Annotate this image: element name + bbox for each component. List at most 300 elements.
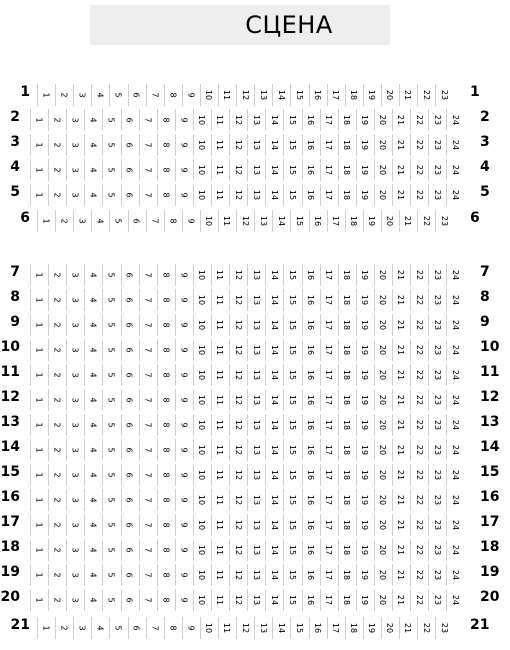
seat[interactable] (229, 464, 241, 486)
seat[interactable] (320, 134, 332, 156)
seat[interactable] (247, 339, 259, 361)
seat[interactable] (175, 414, 187, 436)
seat[interactable] (193, 539, 205, 561)
seat[interactable] (84, 564, 96, 586)
seat[interactable] (229, 539, 241, 561)
seat[interactable] (229, 314, 241, 336)
seat[interactable] (302, 184, 314, 206)
seat[interactable] (374, 589, 386, 611)
seat[interactable] (48, 514, 60, 536)
seat[interactable] (193, 314, 205, 336)
seat[interactable] (66, 264, 78, 286)
seat[interactable] (265, 134, 277, 156)
seat[interactable] (265, 339, 277, 361)
seat[interactable] (102, 159, 114, 181)
seat[interactable] (139, 314, 151, 336)
seat[interactable] (265, 264, 277, 286)
seat[interactable] (392, 264, 404, 286)
seat[interactable] (302, 159, 314, 181)
seat[interactable] (175, 439, 187, 461)
seat[interactable] (139, 184, 151, 206)
seat[interactable] (320, 389, 332, 411)
seat[interactable] (121, 389, 133, 411)
seat[interactable] (247, 389, 259, 411)
seat[interactable] (30, 389, 42, 411)
seat[interactable] (290, 617, 302, 639)
seat[interactable] (139, 389, 151, 411)
seat[interactable] (265, 489, 277, 511)
seat[interactable] (84, 539, 96, 561)
seat[interactable] (265, 589, 277, 611)
seat[interactable] (193, 159, 205, 181)
seat[interactable] (302, 289, 314, 311)
seat[interactable] (446, 289, 458, 311)
seat[interactable] (356, 514, 368, 536)
seat[interactable] (66, 464, 78, 486)
seat[interactable] (175, 109, 187, 131)
seat[interactable] (211, 134, 223, 156)
seat[interactable] (229, 389, 241, 411)
seat[interactable] (236, 210, 248, 232)
seat[interactable] (139, 109, 151, 131)
seat[interactable] (102, 184, 114, 206)
seat[interactable] (121, 539, 133, 561)
seat[interactable] (139, 339, 151, 361)
seat[interactable] (338, 109, 350, 131)
seat[interactable] (84, 414, 96, 436)
seat[interactable] (175, 464, 187, 486)
seat[interactable] (48, 564, 60, 586)
seat[interactable] (91, 617, 103, 639)
seat[interactable] (428, 464, 440, 486)
seat[interactable] (164, 84, 176, 106)
seat[interactable] (193, 109, 205, 131)
seat[interactable] (30, 134, 42, 156)
seat[interactable] (211, 489, 223, 511)
seat[interactable] (48, 289, 60, 311)
seat[interactable] (55, 617, 67, 639)
seat[interactable] (417, 210, 429, 232)
seat[interactable] (247, 159, 259, 181)
seat[interactable] (254, 84, 266, 106)
seat[interactable] (392, 184, 404, 206)
seat[interactable] (218, 210, 230, 232)
seat[interactable] (121, 564, 133, 586)
seat[interactable] (121, 514, 133, 536)
seat[interactable] (30, 589, 42, 611)
seat[interactable] (428, 364, 440, 386)
seat[interactable] (428, 159, 440, 181)
seat[interactable] (218, 84, 230, 106)
seat[interactable] (392, 464, 404, 486)
seat[interactable] (236, 84, 248, 106)
seat[interactable] (283, 134, 295, 156)
seat[interactable] (193, 289, 205, 311)
seat[interactable] (175, 289, 187, 311)
seat[interactable] (428, 439, 440, 461)
seat[interactable] (30, 264, 42, 286)
seat[interactable] (157, 389, 169, 411)
seat[interactable] (428, 589, 440, 611)
seat[interactable] (381, 617, 393, 639)
seat[interactable] (356, 414, 368, 436)
seat[interactable] (410, 539, 422, 561)
seat[interactable] (48, 489, 60, 511)
seat[interactable] (48, 159, 60, 181)
seat[interactable] (338, 184, 350, 206)
seat[interactable] (102, 289, 114, 311)
seat[interactable] (374, 389, 386, 411)
seat[interactable] (374, 159, 386, 181)
seat[interactable] (265, 314, 277, 336)
seat[interactable] (265, 184, 277, 206)
seat[interactable] (102, 439, 114, 461)
seat[interactable] (121, 134, 133, 156)
seat[interactable] (229, 134, 241, 156)
seat[interactable] (139, 464, 151, 486)
seat[interactable] (320, 564, 332, 586)
seat[interactable] (211, 539, 223, 561)
seat[interactable] (229, 564, 241, 586)
seat[interactable] (182, 617, 194, 639)
seat[interactable] (356, 109, 368, 131)
seat[interactable] (283, 109, 295, 131)
seat[interactable] (109, 617, 121, 639)
seat[interactable] (66, 184, 78, 206)
seat[interactable] (356, 339, 368, 361)
seat[interactable] (320, 589, 332, 611)
seat[interactable] (356, 539, 368, 561)
seat[interactable] (157, 314, 169, 336)
seat[interactable] (410, 414, 422, 436)
seat[interactable] (320, 184, 332, 206)
seat[interactable] (446, 339, 458, 361)
seat[interactable] (229, 514, 241, 536)
seat[interactable] (121, 464, 133, 486)
seat[interactable] (30, 314, 42, 336)
seat[interactable] (157, 539, 169, 561)
seat[interactable] (236, 617, 248, 639)
seat[interactable] (66, 364, 78, 386)
seat[interactable] (84, 184, 96, 206)
seat[interactable] (247, 464, 259, 486)
seat[interactable] (374, 564, 386, 586)
seat[interactable] (302, 539, 314, 561)
seat[interactable] (374, 464, 386, 486)
seat[interactable] (374, 264, 386, 286)
seat[interactable] (139, 439, 151, 461)
seat[interactable] (84, 489, 96, 511)
seat[interactable] (30, 464, 42, 486)
seat[interactable] (272, 617, 284, 639)
seat[interactable] (247, 564, 259, 586)
seat[interactable] (84, 464, 96, 486)
seat[interactable] (30, 364, 42, 386)
seat[interactable] (410, 264, 422, 286)
seat[interactable] (338, 314, 350, 336)
seat[interactable] (356, 589, 368, 611)
seat[interactable] (84, 439, 96, 461)
seat[interactable] (356, 439, 368, 461)
seat[interactable] (338, 464, 350, 486)
seat[interactable] (66, 439, 78, 461)
seat[interactable] (247, 184, 259, 206)
seat[interactable] (302, 464, 314, 486)
seat[interactable] (91, 84, 103, 106)
seat[interactable] (417, 84, 429, 106)
seat[interactable] (157, 159, 169, 181)
seat[interactable] (84, 589, 96, 611)
seat[interactable] (121, 364, 133, 386)
seat[interactable] (175, 539, 187, 561)
seat[interactable] (139, 539, 151, 561)
seat[interactable] (157, 289, 169, 311)
seat[interactable] (30, 514, 42, 536)
seat[interactable] (283, 289, 295, 311)
seat[interactable] (66, 514, 78, 536)
seat[interactable] (102, 589, 114, 611)
seat[interactable] (121, 589, 133, 611)
seat[interactable] (338, 134, 350, 156)
seat[interactable] (48, 109, 60, 131)
seat[interactable] (302, 389, 314, 411)
seat[interactable] (283, 414, 295, 436)
seat[interactable] (121, 339, 133, 361)
seat[interactable] (139, 414, 151, 436)
seat[interactable] (182, 84, 194, 106)
seat[interactable] (175, 264, 187, 286)
seat[interactable] (392, 109, 404, 131)
seat[interactable] (84, 289, 96, 311)
seat[interactable] (175, 184, 187, 206)
seat[interactable] (175, 514, 187, 536)
seat[interactable] (410, 464, 422, 486)
seat[interactable] (283, 464, 295, 486)
seat[interactable] (30, 159, 42, 181)
seat[interactable] (410, 389, 422, 411)
seat[interactable] (345, 210, 357, 232)
seat[interactable] (193, 389, 205, 411)
seat[interactable] (30, 109, 42, 131)
seat[interactable] (410, 564, 422, 586)
seat[interactable] (446, 364, 458, 386)
seat[interactable] (410, 514, 422, 536)
seat[interactable] (428, 184, 440, 206)
seat[interactable] (66, 134, 78, 156)
seat[interactable] (66, 539, 78, 561)
seat[interactable] (139, 264, 151, 286)
seat[interactable] (302, 564, 314, 586)
seat[interactable] (410, 159, 422, 181)
seat[interactable] (374, 489, 386, 511)
seat[interactable] (374, 109, 386, 131)
seat[interactable] (229, 439, 241, 461)
seat[interactable] (283, 439, 295, 461)
seat[interactable] (374, 439, 386, 461)
seat[interactable] (356, 184, 368, 206)
seat[interactable] (320, 364, 332, 386)
seat[interactable] (338, 364, 350, 386)
seat[interactable] (265, 414, 277, 436)
seat[interactable] (229, 339, 241, 361)
seat[interactable] (272, 210, 284, 232)
seat[interactable] (356, 264, 368, 286)
seat[interactable] (410, 184, 422, 206)
seat[interactable] (302, 414, 314, 436)
seat[interactable] (302, 589, 314, 611)
seat[interactable] (102, 109, 114, 131)
seat[interactable] (381, 84, 393, 106)
seat[interactable] (410, 289, 422, 311)
seat[interactable] (48, 539, 60, 561)
seat[interactable] (102, 264, 114, 286)
seat[interactable] (399, 617, 411, 639)
seat[interactable] (102, 464, 114, 486)
seat[interactable] (164, 210, 176, 232)
seat[interactable] (30, 564, 42, 586)
seat[interactable] (410, 339, 422, 361)
seat[interactable] (102, 514, 114, 536)
seat[interactable] (320, 439, 332, 461)
seat[interactable] (102, 314, 114, 336)
seat[interactable] (128, 84, 140, 106)
seat[interactable] (229, 264, 241, 286)
seat[interactable] (84, 389, 96, 411)
seat[interactable] (157, 464, 169, 486)
seat[interactable] (338, 539, 350, 561)
seat[interactable] (48, 364, 60, 386)
seat[interactable] (290, 210, 302, 232)
seat[interactable] (211, 159, 223, 181)
seat[interactable] (48, 439, 60, 461)
seat[interactable] (302, 264, 314, 286)
seat[interactable] (446, 159, 458, 181)
seat[interactable] (84, 514, 96, 536)
seat[interactable] (121, 159, 133, 181)
seat[interactable] (254, 617, 266, 639)
seat[interactable] (428, 289, 440, 311)
seat[interactable] (211, 439, 223, 461)
seat[interactable] (410, 109, 422, 131)
seat[interactable] (345, 617, 357, 639)
seat[interactable] (356, 564, 368, 586)
seat[interactable] (102, 364, 114, 386)
seat[interactable] (302, 364, 314, 386)
seat[interactable] (48, 589, 60, 611)
seat[interactable] (356, 364, 368, 386)
seat[interactable] (247, 264, 259, 286)
seat[interactable] (247, 364, 259, 386)
seat[interactable] (446, 314, 458, 336)
seat[interactable] (392, 564, 404, 586)
seat[interactable] (84, 109, 96, 131)
seat[interactable] (193, 589, 205, 611)
seat[interactable] (109, 210, 121, 232)
seat[interactable] (410, 314, 422, 336)
seat[interactable] (139, 289, 151, 311)
seat[interactable] (30, 489, 42, 511)
seat[interactable] (338, 439, 350, 461)
seat[interactable] (446, 564, 458, 586)
seat[interactable] (157, 184, 169, 206)
seat[interactable] (30, 414, 42, 436)
seat[interactable] (327, 617, 339, 639)
seat[interactable] (102, 564, 114, 586)
seat[interactable] (157, 589, 169, 611)
seat[interactable] (320, 514, 332, 536)
seat[interactable] (211, 514, 223, 536)
seat[interactable] (446, 264, 458, 286)
seat[interactable] (247, 134, 259, 156)
seat[interactable] (157, 514, 169, 536)
seat[interactable] (410, 134, 422, 156)
seat[interactable] (164, 617, 176, 639)
seat[interactable] (66, 289, 78, 311)
seat[interactable] (428, 539, 440, 561)
seat[interactable] (146, 84, 158, 106)
seat[interactable] (309, 617, 321, 639)
seat[interactable] (84, 364, 96, 386)
seat[interactable] (121, 184, 133, 206)
seat[interactable] (66, 414, 78, 436)
seat[interactable] (157, 364, 169, 386)
seat[interactable] (356, 134, 368, 156)
seat[interactable] (200, 617, 212, 639)
seat[interactable] (146, 617, 158, 639)
seat[interactable] (229, 184, 241, 206)
seat[interactable] (435, 617, 447, 639)
seat[interactable] (309, 210, 321, 232)
seat[interactable] (302, 109, 314, 131)
seat[interactable] (428, 339, 440, 361)
seat[interactable] (374, 134, 386, 156)
seat[interactable] (121, 109, 133, 131)
seat[interactable] (265, 514, 277, 536)
seat[interactable] (48, 314, 60, 336)
seat[interactable] (247, 589, 259, 611)
seat[interactable] (265, 464, 277, 486)
seat[interactable] (283, 264, 295, 286)
seat[interactable] (320, 159, 332, 181)
seat[interactable] (338, 159, 350, 181)
seat[interactable] (211, 184, 223, 206)
seat[interactable] (374, 289, 386, 311)
seat[interactable] (428, 314, 440, 336)
seat[interactable] (356, 159, 368, 181)
seat[interactable] (139, 514, 151, 536)
seat[interactable] (374, 364, 386, 386)
seat[interactable] (428, 489, 440, 511)
seat[interactable] (254, 210, 266, 232)
seat[interactable] (320, 539, 332, 561)
seat[interactable] (320, 314, 332, 336)
seat[interactable] (283, 514, 295, 536)
seat[interactable] (102, 339, 114, 361)
seat[interactable] (247, 314, 259, 336)
seat[interactable] (139, 134, 151, 156)
seat[interactable] (193, 489, 205, 511)
seat[interactable] (30, 184, 42, 206)
seat[interactable] (175, 159, 187, 181)
seat[interactable] (211, 464, 223, 486)
seat[interactable] (356, 314, 368, 336)
seat[interactable] (428, 389, 440, 411)
seat[interactable] (211, 264, 223, 286)
seat[interactable] (175, 134, 187, 156)
seat[interactable] (428, 109, 440, 131)
seat[interactable] (229, 159, 241, 181)
seat[interactable] (247, 514, 259, 536)
